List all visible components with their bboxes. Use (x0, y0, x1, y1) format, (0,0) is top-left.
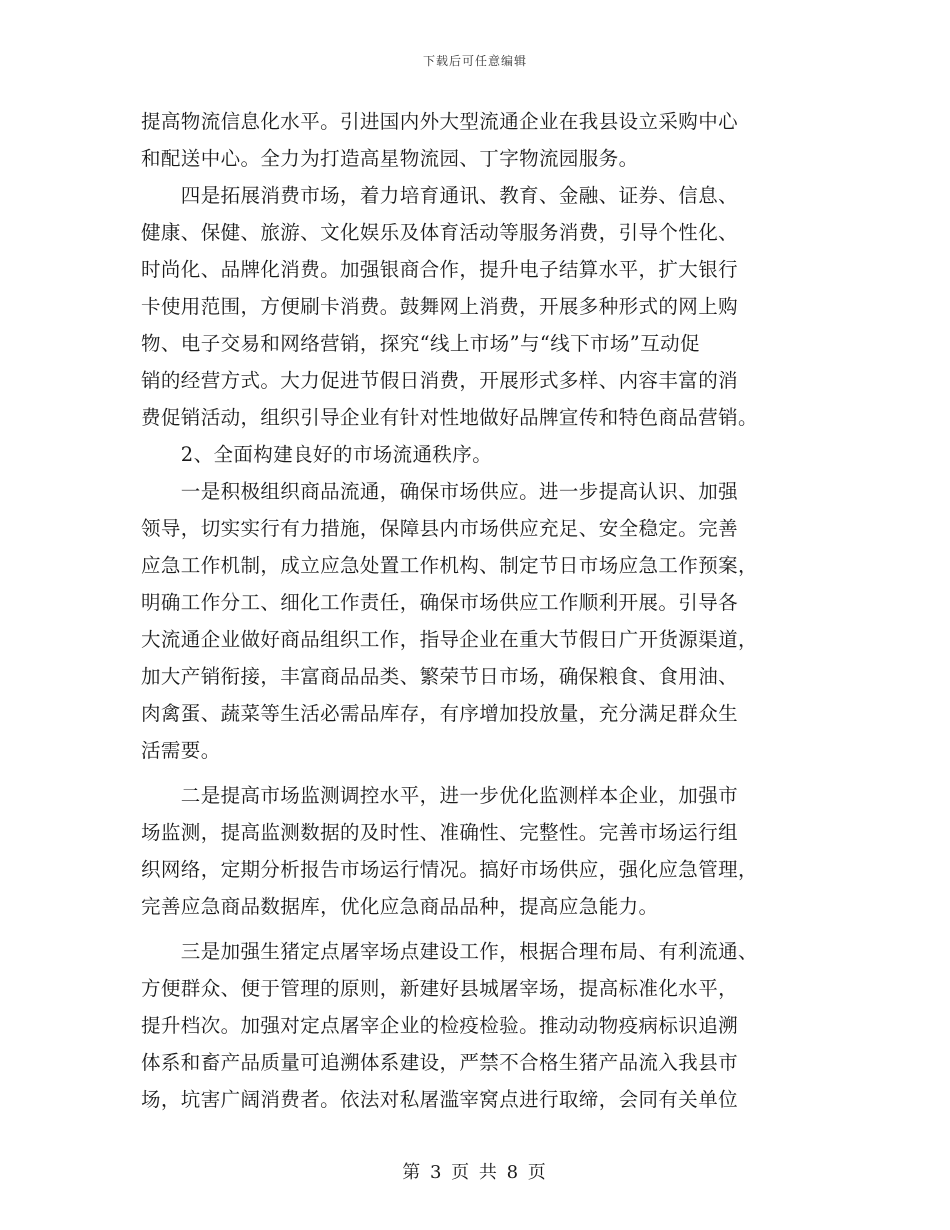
text-line: 物、电子交易和网络营销，探究“线上市场”与“线下市场”互动促 (141, 332, 700, 355)
text-line: 健康、保健、旅游、文化娱乐及体育活动等服务消费，引导个性化、 (141, 221, 739, 244)
text-line: 场，坑害广阔消费者。依法对私屠滥宰窝点进行取缔，会同有关单位 (141, 1088, 739, 1111)
text-line: 三是加强生猪定点屠宰场点建设工作，根据合理布局、有利流通、 (141, 940, 758, 963)
document-body (141, 103, 811, 1118)
text-line: 领导，切实实行有力措施，保障县内市场供应充足、安全稳定。完善 (141, 517, 739, 540)
text-line: 二是提高市场监测调控水平，进一步优化监测样本企业，加强市 (141, 784, 739, 807)
text-line: 提高物流信息化水平。引进国内外大型流通企业在我县设立采购中心 (141, 110, 739, 133)
text-line: 活需要。 (141, 739, 221, 762)
text-line: 费促销活动，组织引导企业有针对性地做好品牌宣传和特色商品营销。 (141, 406, 758, 429)
text-line: 完善应急商品数据库，优化应急商品品种，提高应急能力。 (141, 895, 659, 918)
page-number: 第 3 页 共 8 页 (402, 1162, 548, 1183)
text-line: 场监测，提高监测数据的及时性、准确性、完整性。完善市场运行组 (141, 821, 739, 844)
text-line: 大流通企业做好商品组织工作，指导企业在重大节假日广开货源渠道， (141, 628, 758, 651)
text-line: 加大产销衔接，丰富商品品类、繁荣节日市场，确保粮食、食用油、 (141, 665, 739, 688)
text-line: 肉禽蛋、蔬菜等生活必需品库存，有序增加投放量，充分满足群众生 (141, 702, 739, 725)
text-line: 卡使用范围，方便刷卡消费。鼓舞网上消费，开展多种形式的网上购 (141, 295, 739, 318)
text-line: 时尚化、品牌化消费。加强银商合作，提升电子结算水平，扩大银行 (141, 258, 739, 281)
text-line: 四是拓展消费市场，着力培育通讯、教育、金融、证券、信息、 (141, 184, 739, 207)
page-header-note: 下载后可任意编辑 (422, 54, 527, 68)
section-heading: 2、全面构建良好的市场流通秩序。 (141, 443, 493, 466)
paragraph-gap (141, 925, 811, 933)
text-line: 方便群众、便于管理的原则，新建好县城屠宰场，提高标准化水平， (141, 977, 739, 1000)
paragraph-gap (141, 769, 811, 777)
text-line: 体系和畜产品质量可追溯体系建设，严禁不合格生猪产品流入我县市 (141, 1051, 739, 1074)
text-line: 提升档次。加强对定点屠宰企业的检疫检验。推动动物疫病标识追溯 (141, 1014, 739, 1037)
text-line: 和配送中心。全力为打造高星物流园、丁字物流园服务。 (141, 147, 639, 170)
text-line: 一是积极组织商品流通，确保市场供应。进一步提高认识、加强 (141, 480, 739, 503)
text-line: 明确工作分工、细化工作责任，确保市场供应工作顺利开展。引导各 (141, 591, 739, 614)
text-line: 织网络，定期分析报告市场运行情况。搞好市场供应，强化应急管理， (141, 858, 758, 881)
text-line: 应急工作机制，成立应急处置工作机构、制定节日市场应急工作预案， (141, 554, 758, 577)
text-line: 销的经营方式。大力促进节假日消费，开展形式多样、内容丰富的消 (141, 369, 739, 392)
